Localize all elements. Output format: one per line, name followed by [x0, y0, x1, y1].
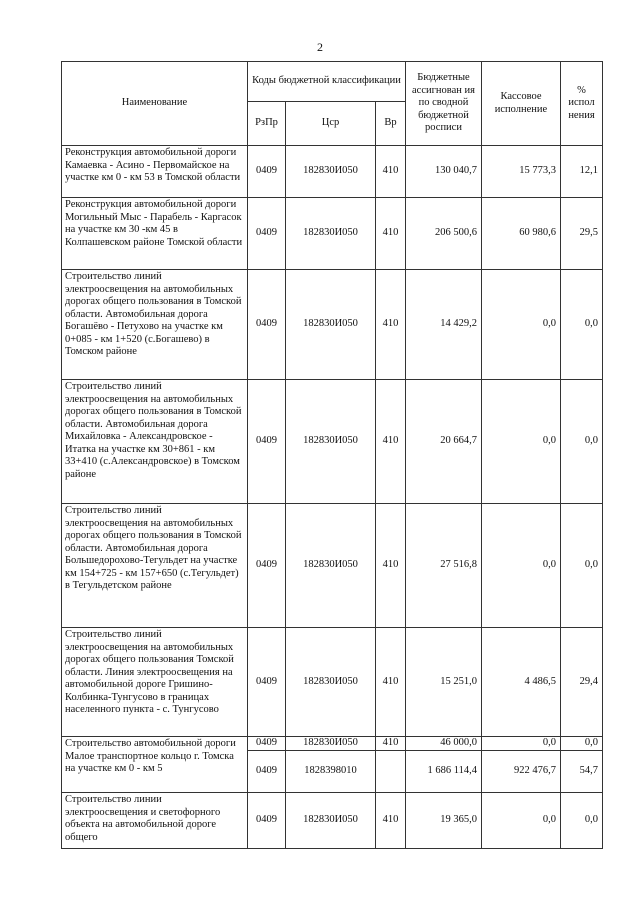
table-row [62, 504, 603, 628]
header-csr: Цср [286, 102, 376, 146]
row-vr: 410 [376, 198, 406, 270]
row-percent: 0,0 [561, 270, 603, 380]
row-percent: 0,0 [561, 504, 603, 628]
budget-table [61, 61, 603, 849]
row-budget: 14 429,2 [406, 270, 482, 380]
row-budget: 19 365,0 [406, 793, 482, 849]
row-name: Строительство линий электроосвещения на автомобильных дорогах общего пользования в Томской области. Автомобильная дорога Большедорохово-Тегульдет на участке км 154+725 - км 157+650 (с.Тегульдет) в Тегульдетском районе [62, 504, 248, 628]
row-budget: 15 251,0 [406, 628, 482, 737]
row-percent: 0,0 [561, 380, 603, 504]
row-vr: 410 [376, 380, 406, 504]
page-number: 2 [317, 40, 323, 54]
row-vr: 410 [376, 628, 406, 737]
row-rzpr: 0409 [248, 198, 286, 270]
row-vr [376, 751, 406, 793]
row-name: Строительство линии электроосвещения и светофорного объекта на автомобильной дороге общего [62, 793, 248, 849]
row-percent: 12,1 [561, 146, 603, 198]
row-budget: 20 664,7 [406, 380, 482, 504]
header-name: Наименование [62, 62, 248, 146]
header-rzpr: РзПр [248, 102, 286, 146]
header-percent: % испол нения [561, 62, 603, 146]
row-rzpr: 0409 [248, 504, 286, 628]
row-budget: 27 516,8 [406, 504, 482, 628]
row-csr: 182830И050 [286, 737, 376, 751]
table-row [62, 737, 603, 751]
row-name: Строительство автомобильной дороги Малое транспортное кольцо г. Томска на участке км 0 - км 5 [62, 737, 248, 793]
row-budget: 1 686 114,4 [406, 751, 482, 793]
row-vr: 410 [376, 737, 406, 751]
header-cash: Кассовое исполнение [482, 62, 561, 146]
row-budget: 130 040,7 [406, 146, 482, 198]
row-csr: 182830И050 [286, 380, 376, 504]
row-name: Строительство линий электроосвещения на автомобильных дорогах общего пользования в Томской области. Автомобильная дорога Михайловка - Александровское - Итатка на участке км 30+861 - км 33+410 (с.Александровское) в Томском районе [62, 380, 248, 504]
row-percent: 29,5 [561, 198, 603, 270]
row-cash: 0,0 [482, 380, 561, 504]
row-rzpr: 0409 [248, 751, 286, 793]
row-cash: 60 980,6 [482, 198, 561, 270]
table-row [62, 380, 603, 504]
row-name: Строительство линий электроосвещения на автомобильных дорогах общего пользования Томской области. Линия электроосвещения на автомобильной дороге Гришино-Колбинка-Тунгусово в границах населенного пункта - с. Тунгусово [62, 628, 248, 737]
header-codes-group: Коды бюджетной классификации [248, 62, 406, 102]
table-row [62, 270, 603, 380]
row-rzpr: 0409 [248, 270, 286, 380]
row-cash: 0,0 [482, 737, 561, 751]
row-cash: 15 773,3 [482, 146, 561, 198]
row-cash: 4 486,5 [482, 628, 561, 737]
row-rzpr: 0409 [248, 146, 286, 198]
row-percent: 0,0 [561, 793, 603, 849]
row-percent: 0,0 [561, 737, 603, 751]
row-cash: 0,0 [482, 270, 561, 380]
row-rzpr: 0409 [248, 380, 286, 504]
table-row [62, 628, 603, 737]
row-csr: 182830И050 [286, 628, 376, 737]
row-csr: 182830И050 [286, 198, 376, 270]
row-budget: 46 000,0 [406, 737, 482, 751]
row-vr: 410 [376, 504, 406, 628]
row-rzpr: 0409 [248, 737, 286, 751]
row-csr: 182830И050 [286, 793, 376, 849]
row-budget: 206 500,6 [406, 198, 482, 270]
row-name: Реконструкция автомобильной дороги Камаевка - Асино - Первомайское на участке км 0 - км 53 в Томской области [62, 146, 248, 198]
header-budget: Бюджетные ассигнован ия по сводной бюджетной росписи [406, 62, 482, 146]
row-name: Реконструкция автомобильной дороги Могильный Мыс - Парабель - Каргасок на участке км 30 -км 45 в Колпашевском районе Томской области [62, 198, 248, 270]
row-cash: 0,0 [482, 504, 561, 628]
row-rzpr: 0409 [248, 628, 286, 737]
row-name: Строительство линий электроосвещения на автомобильных дорогах общего пользования в Томской области. Автомобильная дорога Богашёво - Петухово на участке км 0+085 - км 1+520 (с.Богашево) в Томском районе [62, 270, 248, 380]
row-vr: 410 [376, 270, 406, 380]
table-row [62, 793, 603, 849]
row-cash: 922 476,7 [482, 751, 561, 793]
row-percent: 29,4 [561, 628, 603, 737]
row-percent: 54,7 [561, 751, 603, 793]
row-csr: 182830И050 [286, 270, 376, 380]
row-csr: 1828398010 [286, 751, 376, 793]
row-cash: 0,0 [482, 793, 561, 849]
table-row [62, 146, 603, 198]
row-rzpr: 0409 [248, 793, 286, 849]
row-vr: 410 [376, 146, 406, 198]
header-vr: Вр [376, 102, 406, 146]
row-vr: 410 [376, 793, 406, 849]
table-row [62, 198, 603, 270]
row-csr: 182830И050 [286, 146, 376, 198]
row-csr: 182830И050 [286, 504, 376, 628]
